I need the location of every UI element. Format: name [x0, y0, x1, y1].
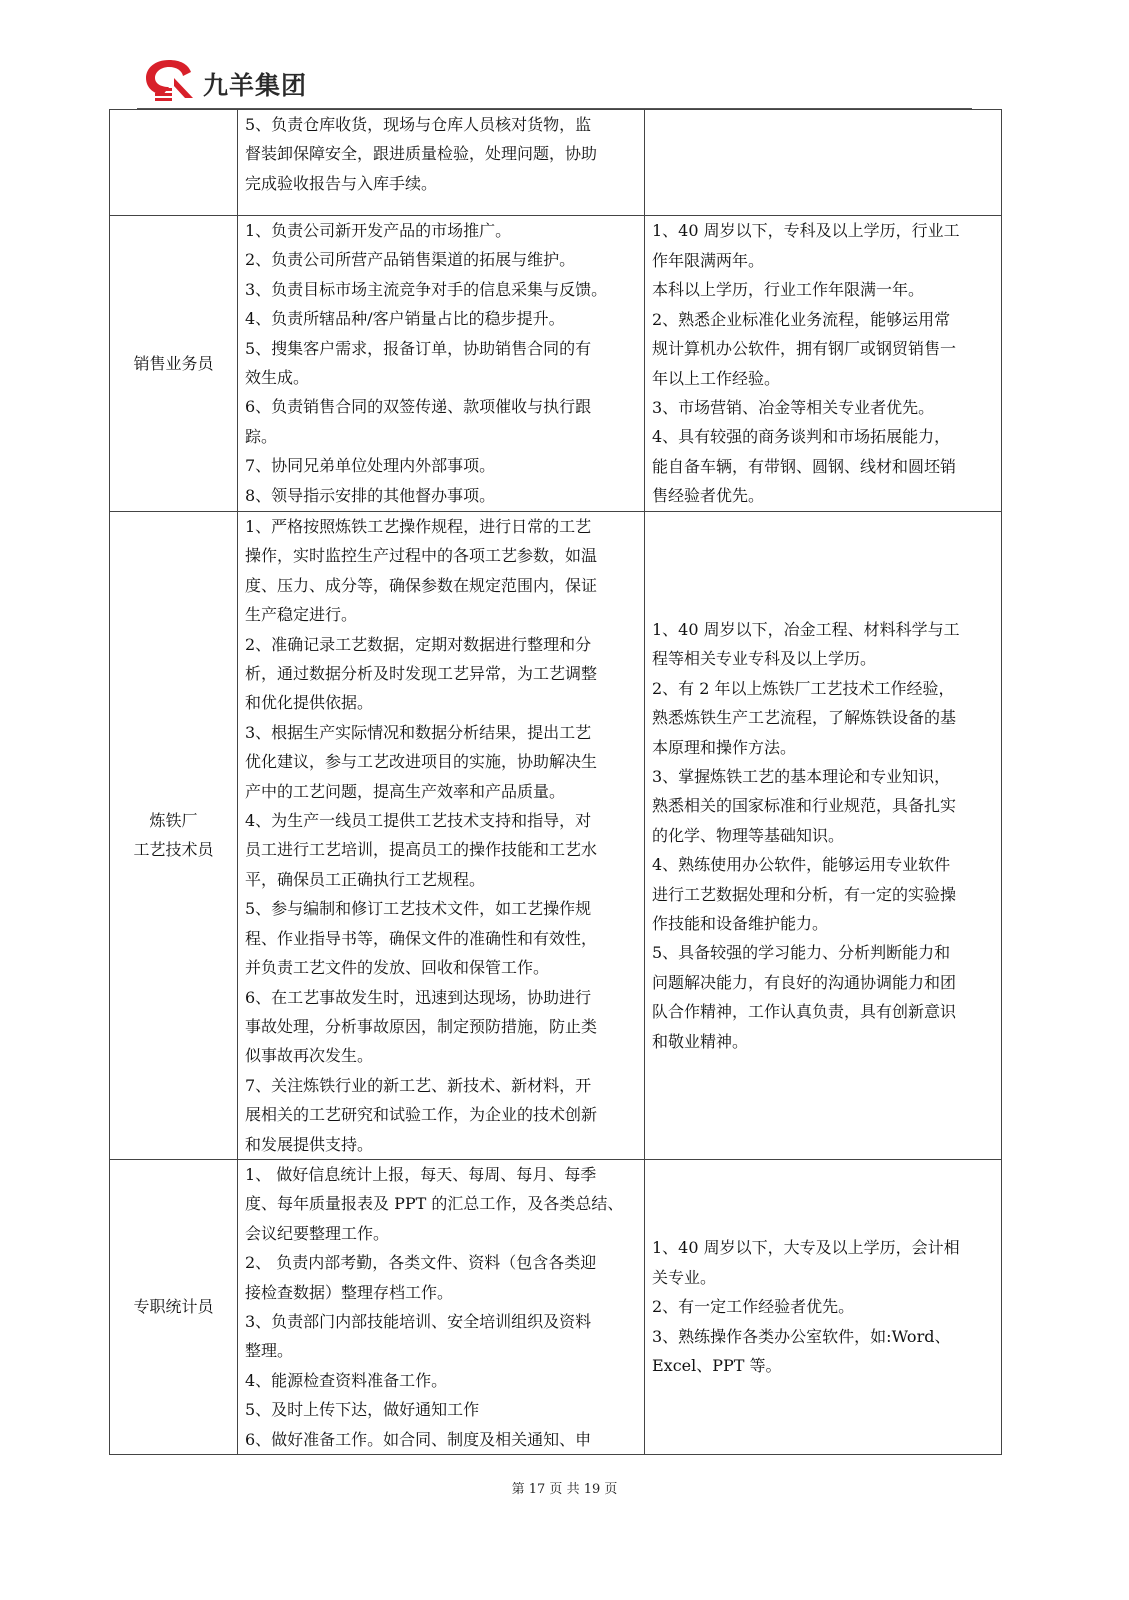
requirement-line: 5、具备较强的学习能力、分析判断能力和: [652, 943, 951, 963]
job-title-cell: [110, 110, 238, 216]
duty-line: 并负责工艺文件的发放、回收和保管工作。: [245, 958, 550, 978]
duty-line: 7、关注炼铁行业的新工艺、新技术、新材料，开: [245, 1075, 592, 1095]
job-duties-cell: [238, 1159, 645, 1454]
requirement-line: 1、40 周岁以下，专科及以上学历，行业工: [652, 221, 960, 241]
job-duties-cell: [238, 110, 645, 216]
requirement-line: 3、熟练操作各类办公室软件，如:Word、: [652, 1326, 951, 1346]
duty-line: 督装卸保障安全，跟进质量检验，处理问题，协助: [245, 144, 598, 164]
job-requirements-cell: [645, 1159, 1002, 1454]
duty-line: 1、严格按照炼铁工艺操作规程，进行日常的工艺: [245, 517, 592, 536]
job-title-line: 销售业务员: [133, 353, 214, 373]
duty-line: 1、 做好信息统计上报，每天、每周、每月、每季: [245, 1164, 597, 1184]
job-duties-cell: [238, 512, 645, 1160]
requirement-line: 问题解决能力，有良好的沟通协调能力和团: [652, 972, 957, 992]
duty-line: 整理。: [245, 1341, 294, 1361]
page-header: [137, 52, 972, 109]
duty-line: 6、负责销售合同的双签传递、款项催收与执行跟: [245, 397, 592, 417]
duty-line: 优化建议，参与工艺改进项目的实施，协助解决生: [245, 752, 598, 772]
requirement-line: 关专业。: [652, 1267, 717, 1287]
duty-line: 事故处理，分析事故原因，制定预防措施，防止类: [245, 1016, 598, 1036]
requirement-line: 售经验者优先。: [652, 486, 765, 506]
duty-line: 3、负责目标市场主流竞争对手的信息采集与反馈。: [245, 279, 608, 299]
duty-line: 6、在工艺事故发生时，迅速到达现场，协助进行: [245, 987, 592, 1007]
duty-line: 1、负责公司新开发产品的市场推广。: [245, 221, 512, 240]
job-title-line: 工艺技术员: [133, 840, 214, 860]
job-title-cell: [110, 216, 238, 512]
duty-line: 产中的工艺问题，提高生产效率和产品质量。: [245, 781, 566, 801]
requirement-line: 2、有 2 年以上炼铁厂工艺技术工作经验，: [652, 678, 955, 698]
job-title-line: 炼铁厂: [149, 811, 198, 831]
duty-line: 度、每年质量报表及 PPT 的汇总工作，及各类总结、: [245, 1194, 624, 1214]
requirement-line: 的化学、物理等基础知识。: [652, 825, 845, 845]
job-title-cell: [110, 512, 238, 1160]
requirement-line: 4、熟练使用办公软件，能够运用专业软件: [652, 855, 951, 875]
duty-line: 程、作业指导书等，确保文件的准确性和有效性，: [245, 928, 598, 948]
company-name: 九羊集团: [203, 71, 308, 100]
job-row: [110, 512, 1002, 1160]
requirement-line: 3、市场营销、冶金等相关专业者优先。: [652, 397, 935, 417]
duty-line: 2、负责公司所营产品销售渠道的拓展与维护。: [245, 250, 576, 270]
requirement-line: 规计算机办公软件，拥有钢厂或钢贸销售一: [652, 339, 957, 359]
duty-line: 4、负责所辖品种/客户销量占比的稳步提升。: [245, 309, 565, 329]
job-title-line: 专职统计员: [133, 1297, 214, 1317]
duty-line: 3、根据生产实际情况和数据分析结果，提出工艺: [245, 722, 592, 742]
duty-line: 2、 负责内部考勤，各类文件、资料（包含各类迎: [245, 1253, 597, 1273]
requirement-line: 进行工艺数据处理和分析，有一定的实验操: [652, 884, 957, 904]
duty-line: 展相关的工艺研究和试验工作，为企业的技术创新: [245, 1105, 598, 1125]
jiuyang-logo-icon: [141, 54, 199, 102]
duty-line: 会议纪要整理工作。: [245, 1223, 390, 1243]
duty-line: 4、能源检查资料准备工作。: [245, 1370, 448, 1390]
job-table-body: [110, 110, 1002, 1455]
duty-line: 和发展提供支持。: [245, 1134, 374, 1154]
requirement-line: 本科以上学历，行业工作年限满一年。: [652, 280, 925, 300]
requirement-line: 2、有一定工作经验者优先。: [652, 1297, 855, 1317]
duty-line: 生产稳定进行。: [245, 605, 358, 625]
duty-line: 6、做好准备工作。如合同、制度及相关通知、申: [245, 1429, 592, 1449]
duty-line: 效生成。: [245, 368, 310, 388]
job-row: [110, 110, 1002, 216]
requirement-line: 3、掌握炼铁工艺的基本理论和专业知识，: [652, 766, 951, 786]
job-requirements-cell: [645, 216, 1002, 512]
job-requirements-cell: [645, 110, 1002, 216]
duty-line: 7、协同兄弟单位处理内外部事项。: [245, 456, 496, 476]
duty-line: 员工进行工艺培训，提高员工的操作技能和工艺水: [245, 840, 598, 860]
duty-line: 2、准确记录工艺数据，定期对数据进行整理和分: [245, 634, 592, 654]
requirement-line: 1、40 周岁以下，冶金工程、材料科学与工: [652, 619, 960, 639]
duty-line: 5、搜集客户需求，报备订单，协助销售合同的有: [245, 338, 592, 358]
duty-line: 3、负责部门内部技能培训、安全培训组织及资料: [245, 1311, 592, 1331]
requirement-line: 4、具有较强的商务谈判和市场拓展能力，: [652, 427, 951, 447]
duty-line: 5、参与编制和修订工艺技术文件，如工艺操作规: [245, 899, 592, 919]
duty-line: 踪。: [245, 426, 278, 446]
requirement-line: 熟悉相关的国家标准和行业规范，具备扎实: [652, 796, 957, 816]
requirement-line: 年以上工作经验。: [652, 368, 781, 388]
job-requirements-cell: [645, 512, 1002, 1160]
requirement-line: 2、熟悉企业标准化业务流程，能够运用常: [652, 309, 951, 329]
job-row: [110, 1159, 1002, 1454]
job-title-cell: [110, 1159, 238, 1454]
duty-line: 似事故再次发生。: [245, 1046, 374, 1066]
duty-line: 平，确保员工正确执行工艺规程。: [245, 869, 486, 889]
requirement-line: Excel、PPT 等。: [652, 1356, 782, 1376]
requirement-line: 队合作精神，工作认真负责，具有创新意识: [652, 1002, 957, 1022]
duty-line: 4、为生产一线员工提供工艺技术支持和指导，对: [245, 811, 592, 831]
page-number: 第 17 页 共 19 页: [511, 1482, 618, 1497]
duty-line: 析，通过数据分析及时发现工艺异常，为工艺调整: [245, 664, 598, 684]
duty-line: 5、及时上传下达，做好通知工作: [245, 1400, 480, 1420]
job-duties-cell: [238, 216, 645, 512]
requirement-line: 本原理和操作方法。: [652, 737, 797, 757]
duty-line: 和优化提供依据。: [245, 693, 374, 713]
duty-line: 操作，实时监控生产过程中的各项工艺参数，如温: [245, 546, 598, 566]
duty-line: 5、负责仓库收货，现场与仓库人员核对货物，监: [245, 115, 592, 134]
requirement-line: 程等相关专业专科及以上学历。: [652, 649, 877, 669]
requirement-line: 和敬业精神。: [652, 1031, 749, 1051]
duty-line: 完成验收报告与入库手续。: [245, 173, 438, 193]
requirement-line: 作年限满两年。: [652, 250, 765, 270]
duty-line: 接检查数据）整理存档工作。: [245, 1282, 454, 1302]
requirement-line: 作技能和设备维护能力。: [652, 913, 829, 933]
job-table: [109, 109, 1002, 1455]
duty-line: 度、压力、成分等，确保参数在规定范围内，保证: [245, 575, 598, 595]
requirement-line: 1、40 周岁以下，大专及以上学历，会计相: [652, 1238, 960, 1258]
job-row: [110, 216, 1002, 512]
duty-line: 8、领导指示安排的其他督办事项。: [245, 485, 496, 505]
requirement-line: 能自备车辆，有带钢、圆钢、线材和圆坯销: [652, 456, 957, 476]
requirement-line: 熟悉炼铁生产工艺流程，了解炼铁设备的基: [652, 708, 957, 728]
